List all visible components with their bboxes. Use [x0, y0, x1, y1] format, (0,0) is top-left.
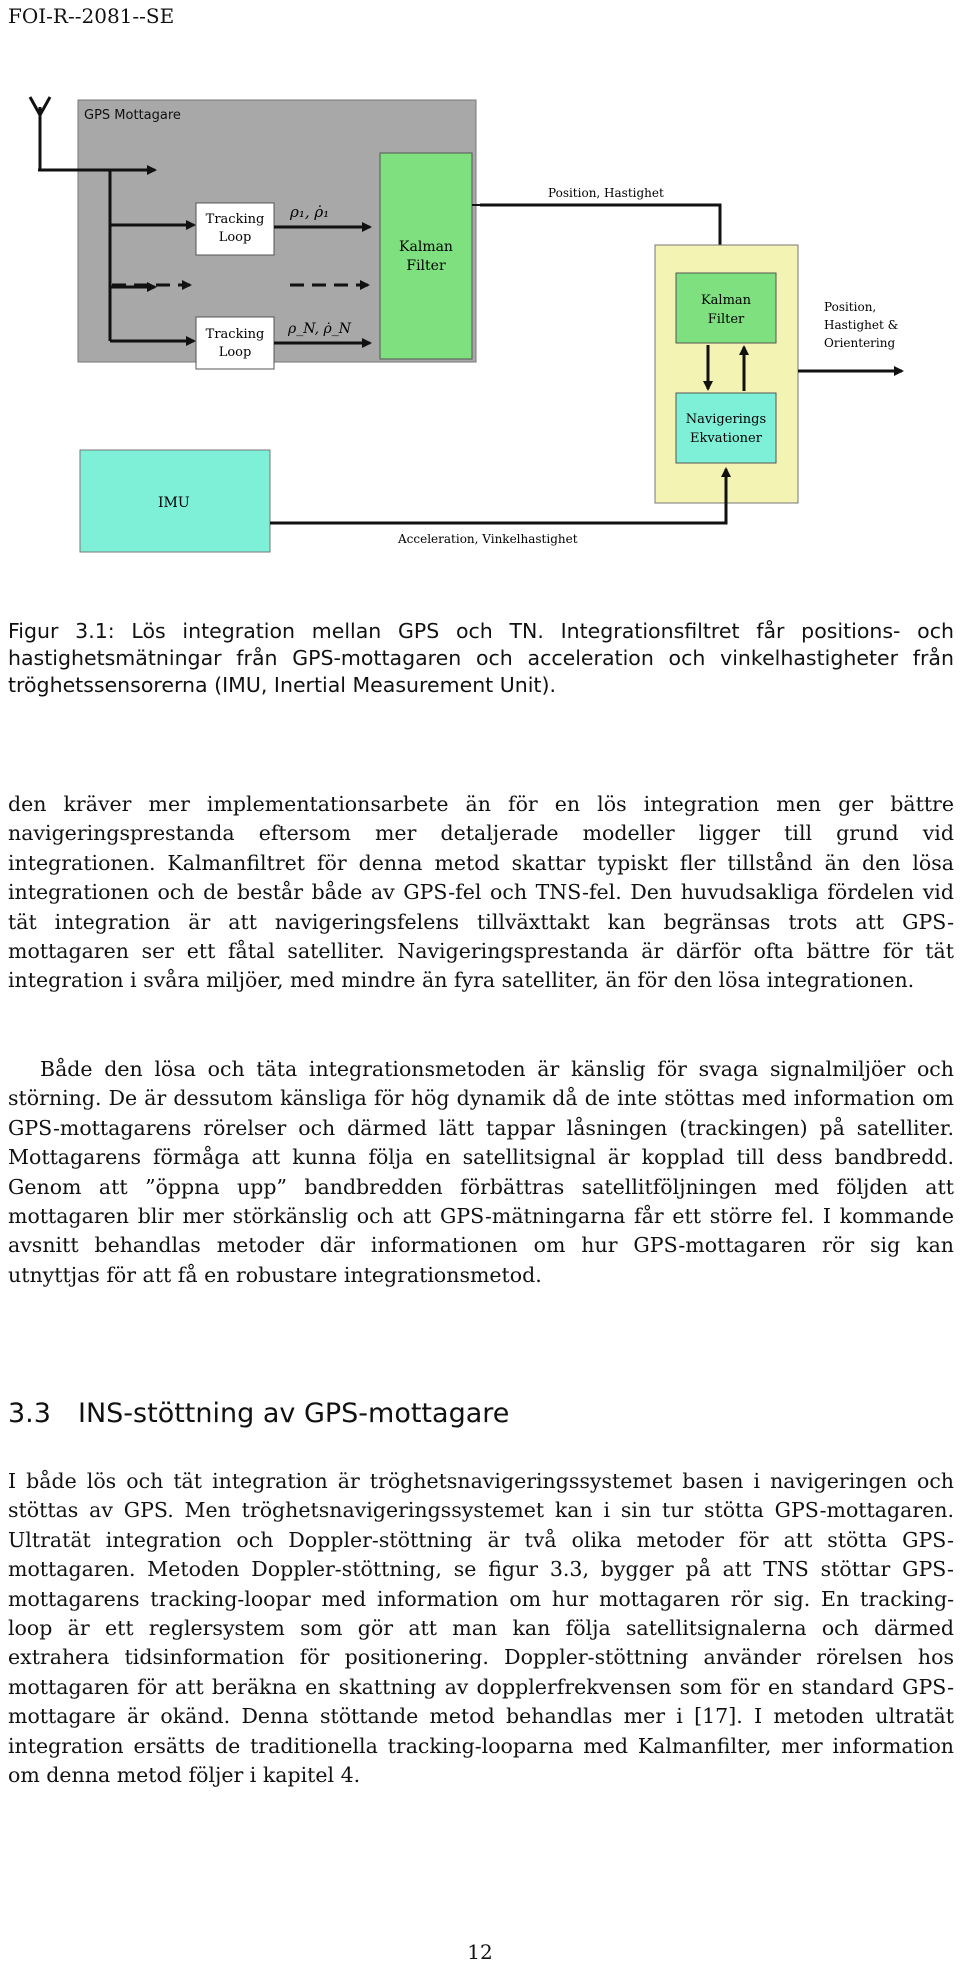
tracking-loop-top-line2: Loop [218, 230, 252, 245]
caption-label: Figur 3.1: [8, 619, 115, 643]
gps-box-title: GPS Mottagare [84, 108, 181, 123]
caption-text: Lös integration mellan GPS och TN. Integrationsfiltret får positions- och hastighetsmätningar från GPS-mottagaren och acceleration och vinkelhastigheter från tröghetssensorerna (IMU, Inertial Measurement Unit). [8, 619, 954, 697]
nav-eq-line2: Ekvationer [690, 431, 762, 446]
kalman-left-line2: Filter [406, 258, 446, 274]
acceleration-label: Acceleration, Vinkelhastighet [398, 532, 578, 546]
kalman-filter-right-box [676, 273, 776, 343]
imu-label: IMU [158, 495, 190, 511]
section-paragraph: I både lös och tät integration är tröghetsnavigeringssystemet basen i navigeringen och stöttas av GPS. Men tröghetsnavigeringssystemet kan i sin tur stötta GPS-mottagaren. Ultratät integration och Doppler-stöttning är två olika metoder för att stötta GPS-mottagaren. Metoden Doppler-stöttning, se figur 3.3, bygger på att TNS stöttar GPS-mottagarens tracking-loopar med information om hur mottagaren rör sig. En tracking-loop är ett reglersystem som gör att man kan följa satellitsignalerna och därmed extrahera tidsinformation för positionering. Doppler-stöttning använder rörelsen hos mottagaren för att beräkna en skattning av dopplerfrekvensen som för en standard GPS-mottagare är okänd. Denna stöttande metod behandlas mer i [17]. I metoden ultratät integration ersätts de traditionella tracking-looparna med Kalmanfilter, mer information om denna metod följer i kapitel 4. [8, 1469, 954, 1788]
section-heading [8, 1398, 509, 1429]
position-hastighet-label: Position, Hastighet [548, 186, 664, 200]
output-label-line3: Orientering [824, 336, 896, 350]
section-number: 3.3 [8, 1398, 51, 1429]
nav-eq-line1: Navigerings [685, 412, 767, 427]
report-id-header: FOI-R--2081--SE [8, 4, 175, 28]
kalman-filter-left-box [380, 153, 472, 359]
paragraph-1: den kräver mer implementationsarbete än för en lös integration men ger bättre navigeringsprestanda eftersom mer detaljerade modeller ligger till grund vid integrationen. Kalmanfiltret för denna metod skattar typiskt fler tillstånd än den lösa integrationen och de består både av GPS-fel och TNS-fel. Den huvudsakliga fördelen vid tät integration är att navigeringsfelens tillväxttakt kan begränsas trots att GPS-mottagaren ser ett fåtal satelliter. Navigeringsprestanda är därför ofta bättre för tät integration i svåra miljöer, med mindre än fyra satelliter, än för den lösa integrationen. [8, 792, 954, 993]
antenna-icon [30, 97, 50, 170]
block-diagram [0, 55, 960, 575]
kalman-right-line1: Kalman [700, 293, 752, 308]
page-number: 12 [467, 1940, 493, 1964]
rho-top-label: ρ₁, ρ̇₁ [290, 203, 330, 221]
kalman-right-line2: Filter [707, 312, 745, 327]
section-title-text: INS-stöttning av GPS-mottagare [78, 1398, 510, 1429]
rho-bottom-label: ρ_N, ρ̇_N [288, 321, 351, 337]
tracking-loop-bottom-line1: Tracking [205, 327, 265, 342]
paragraph-2: Både den lösa och täta integrationsmetoden är känslig för svaga signalmiljöer och störning. De är dessutom känsliga för hög dynamik då de inte stöttas med information om GPS-mottagarens rörelser och därmed lätt tappar låsningen (trackingen) på satelliter. Mottagarens förmåga att kunna följa en satellitsignal är kopplad till dess bandbredd. Genom att ”öppna upp” bandbredden förbättras satellitföljningen med följden att mottagaren blir mer störkänslig och att GPS-mätningarna får ett större fel. I kommande avsnitt behandlas metoder där informationen om hur GPS-mottagaren rör sig kan utnyttjas för att få en robustare integrationsmetod. [8, 1057, 954, 1287]
tracking-loop-top-line1: Tracking [205, 212, 265, 227]
tracking-loop-top-box [196, 203, 274, 255]
output-label-line2: Hastighet & [824, 318, 899, 332]
kalman-left-line1: Kalman [399, 239, 453, 255]
figure-3-1 [0, 55, 960, 575]
output-label-line1: Position, [824, 300, 877, 314]
tracking-loop-bottom-box [196, 317, 274, 369]
tracking-loop-bottom-line2: Loop [218, 345, 252, 360]
figure-caption [8, 618, 954, 699]
nav-equations-box [676, 393, 776, 463]
